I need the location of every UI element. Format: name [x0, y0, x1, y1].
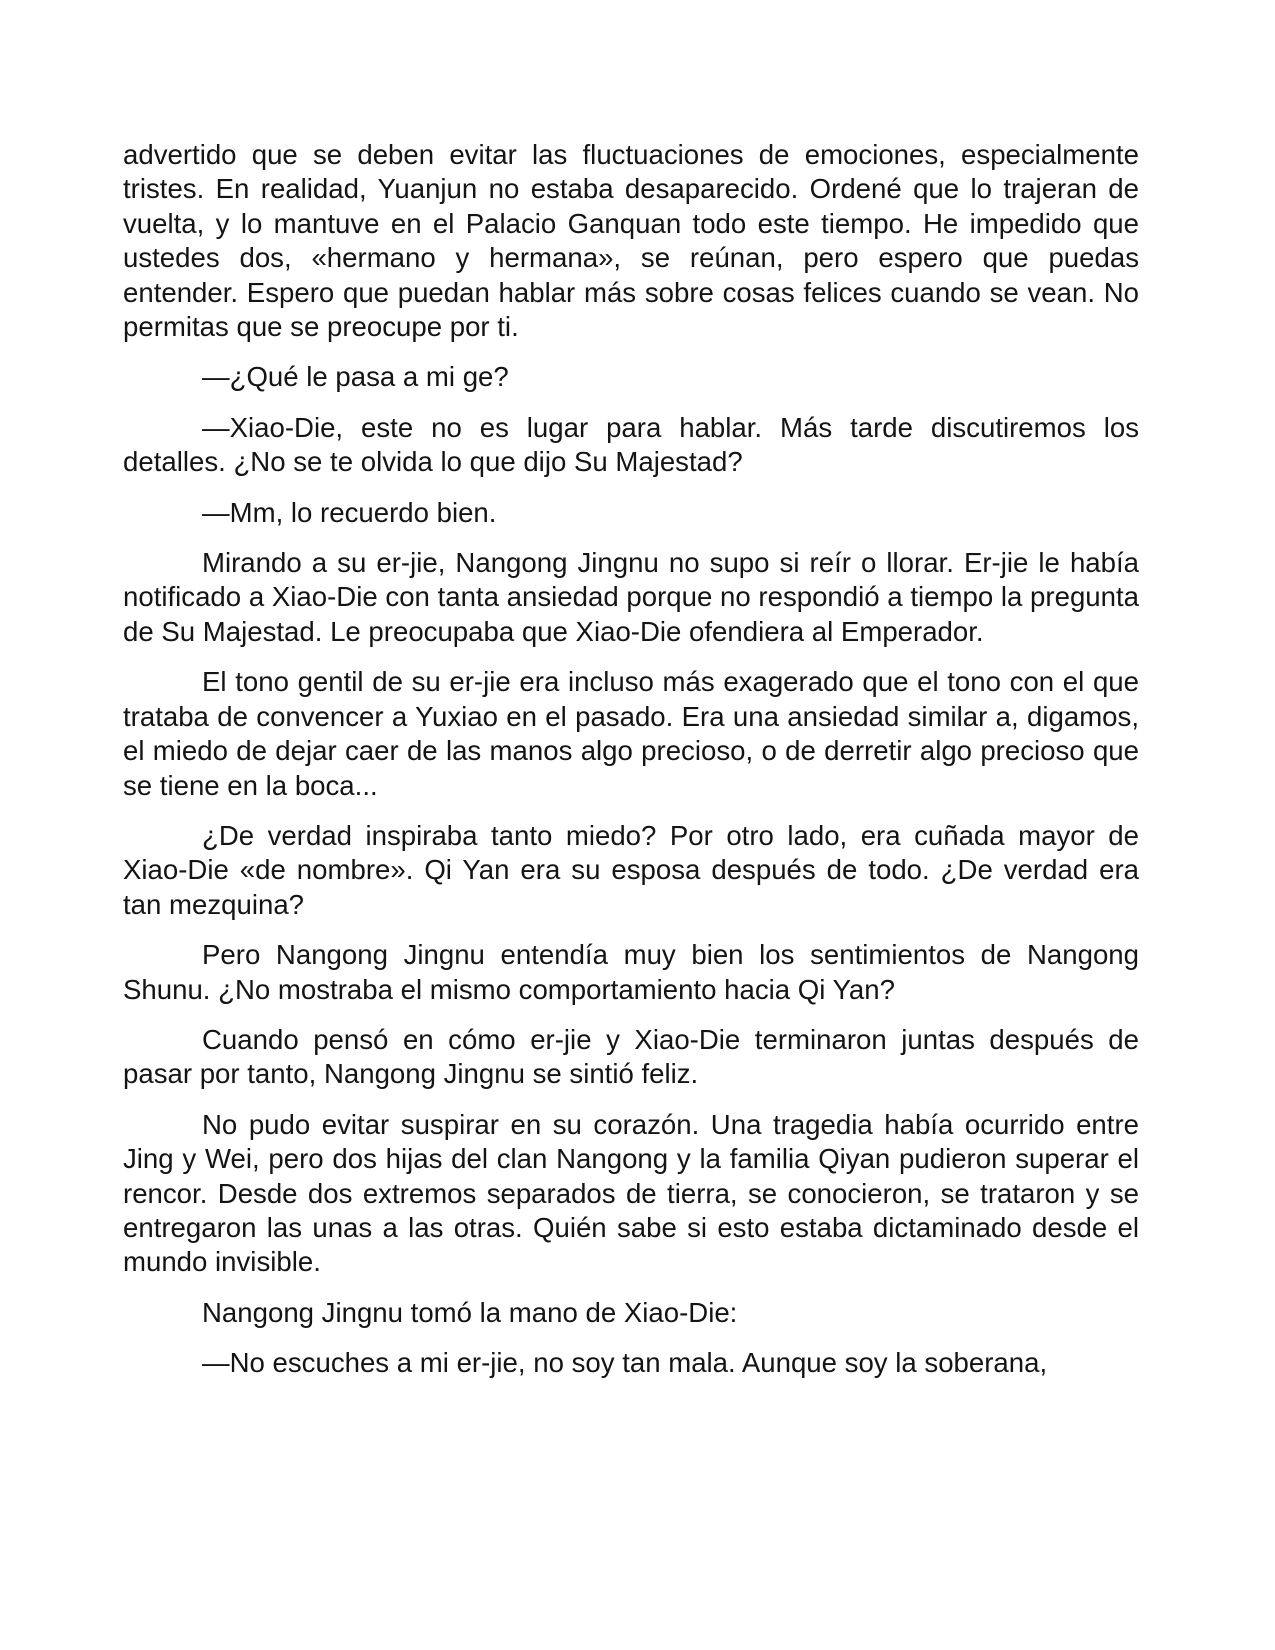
- paragraph-7: ¿De verdad inspiraba tanto miedo? Por otro lado, era cuñada mayor de Xiao-Die «de nombre». Qi Yan era su esposa después de todo. ¿De verdad era tan mezquina?: [123, 819, 1139, 920]
- document-page: [123, 138, 1139, 1381]
- paragraph-1: advertido que se deben evitar las fluctuaciones de emociones, especialmente tristes. En realidad, Yuanjun no estaba desaparecido. Ordené que lo trajeran de vuelta, y lo mantuve en el Palacio Ganquan todo este tiempo. He impedido que ustedes dos, «hermano y hermana», se reúnan, pero espero que puedas entender. Espero que puedan hablar más sobre cosas felices cuando se vean. No permitas que se preocupe por ti.: [123, 139, 1139, 343]
- paragraph-8: Pero Nangong Jingnu entendía muy bien los sentimientos de Nangong Shunu. ¿No mostraba el mismo comportamiento hacia Qi Yan?: [123, 939, 1139, 1005]
- paragraph-3: —Xiao-Die, este no es lugar para hablar. Más tarde discutiremos los detalles. ¿No se te olvida lo que dijo Su Majestad?: [123, 411, 1139, 478]
- paragraph-11: Nangong Jingnu tomó la mano de Xiao-Die:: [202, 1296, 738, 1328]
- paragraph-6: El tono gentil de su er-jie era incluso más exagerado que el tono con el que trataba de convencer a Yuxiao en el pasado. Era una ansiedad similar a, digamos, el miedo de dejar caer de las manos algo precioso, o de derretir algo precioso que se tiene en la boca...: [123, 666, 1139, 801]
- paragraph-9: Cuando pensó en cómo er-jie y Xiao-Die terminaron juntas después de pasar por tanto, Nangong Jingnu se sintió feliz.: [123, 1023, 1139, 1090]
- paragraph-10: No pudo evitar suspirar en su corazón. Una tragedia había ocurrido entre Jing y Wei, pero dos hijas del clan Nangong y la familia Qiyan pudieron superar el rencor. Desde dos extremos separados de tierra, se conocieron, se trataron y se entregaron las unas a las otras. Quién sabe si esto estaba dictaminado desde el mundo invisible.: [123, 1108, 1139, 1278]
- paragraph-2: —¿Qué le pasa a mi ge?: [202, 361, 509, 393]
- paragraph-5: Mirando a su er-jie, Nangong Jingnu no supo si reír o llorar. Er-jie le había notificado a Xiao-Die con tanta ansiedad porque no respondió a tiempo la pregunta de Su Majestad. Le preocupaba que Xiao-Die ofendiera al Emperador.: [123, 547, 1139, 647]
- paragraph-4: —Mm, lo recuerdo bien.: [202, 496, 497, 528]
- paragraph-12: —No escuches a mi er-jie, no soy tan mala. Aunque soy la soberana,: [202, 1347, 1048, 1379]
